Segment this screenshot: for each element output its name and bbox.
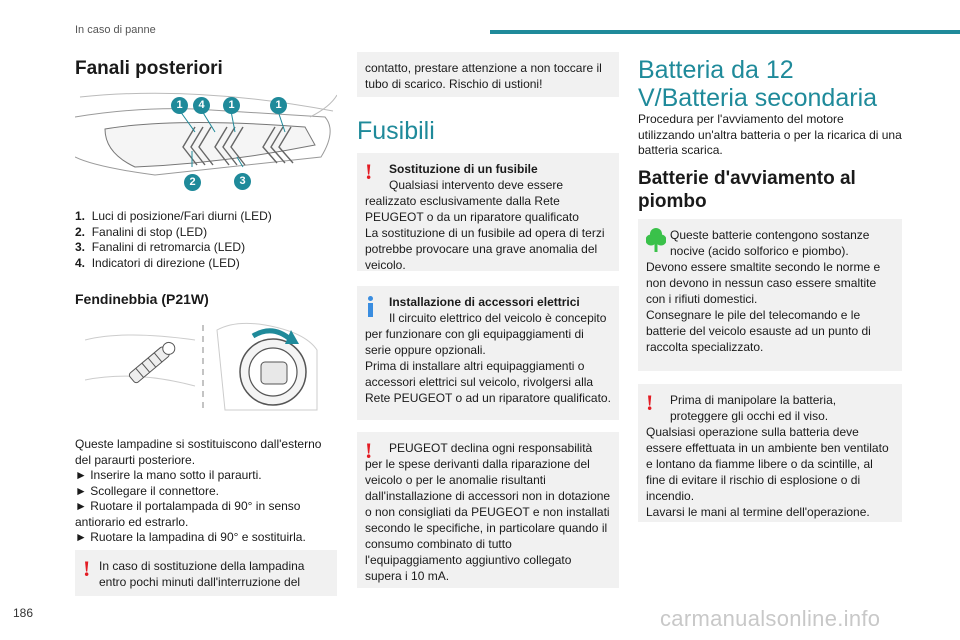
liability-note bbox=[357, 432, 619, 588]
watermark: carmanualsonline.info bbox=[660, 606, 881, 631]
exhaust-warning-cont-text: contatto, prestare attenzione a non toccare il tubo di scarico. Rischio di ustioni! bbox=[365, 61, 602, 91]
lamp-list bbox=[75, 209, 337, 271]
page-number: 186 bbox=[13, 606, 34, 620]
warning-icon: ! bbox=[365, 159, 373, 184]
fog-lamp-illustration bbox=[85, 320, 337, 415]
warning-icon: ! bbox=[83, 556, 91, 581]
eco-note-p3: Consegnare le pile del telecomando e le batterie del veicolo esauste ad un punto di raccolta specializzato. bbox=[646, 308, 871, 354]
fog-instructions bbox=[75, 437, 337, 546]
lamp-item: 2. Fanalini di stop (LED) bbox=[75, 224, 208, 239]
callout-3: 3 bbox=[234, 173, 251, 190]
fuse-replacement-note bbox=[357, 153, 619, 271]
eco-note-p2: Devono essere smaltite secondo le norme e non devono in nessun caso essere smaltite con i rifiuti domestici. bbox=[646, 260, 881, 306]
lamp-item: 4. Indicatori di direzione (LED) bbox=[75, 255, 240, 270]
lamp-item: 1. Luci di posizione/Fari diurni (LED) bbox=[75, 209, 272, 223]
fog-lamp-drawing bbox=[85, 320, 337, 415]
fog-intro: Queste lampadine si sostituiscono dall'esterno del paraurti posteriore. bbox=[75, 437, 322, 467]
warning-icon: ! bbox=[365, 438, 373, 463]
header-accent-bar bbox=[490, 30, 960, 34]
eco-note-p1: Queste batterie contengono sostanze nocive (acido solforico e piombo). bbox=[670, 228, 870, 258]
warn-note-p3: Lavarsi le mani al termine dell'operazione. bbox=[646, 505, 870, 519]
fog-step: ► Ruotare il portalampada di 90° in senso antiorario ed estrarlo. bbox=[75, 499, 301, 529]
callout-2: 2 bbox=[184, 174, 201, 191]
acc-note-p1: Il circuito elettrico del veicolo è concepito per funzionare con gli equipaggiamenti di serie oppure opzionali. bbox=[365, 311, 607, 357]
fog-step: ► Inserire la mano sotto il paraurti. bbox=[75, 468, 262, 482]
callout-1c: 1 bbox=[270, 97, 287, 114]
lamp-item: 3. Fanalini di retromarcia (LED) bbox=[75, 240, 246, 254]
warn-note-p1: Prima di manipolare la batteria, proteggere gli occhi ed il viso. bbox=[670, 393, 837, 423]
fuses-title: Fusibili bbox=[357, 117, 435, 145]
exhaust-warning-text: In caso di sostituzione della lampadina entro pochi minuti dall'interruzione del bbox=[99, 559, 305, 589]
rear-lights-title: Fanali posteriori bbox=[75, 58, 223, 79]
callout-1a: 1 bbox=[171, 97, 188, 114]
info-icon bbox=[367, 296, 373, 318]
exhaust-warning-note bbox=[75, 550, 337, 596]
electrical-accessories-note bbox=[357, 286, 619, 420]
tail-light-illustration bbox=[75, 87, 337, 192]
callout-1b: 1 bbox=[223, 97, 240, 114]
warn-note-p2: Qualsiasi operazione sulla batteria deve essere effettuata in un ambiente ben ventilato e lontano da fiamme libere o da scintille, al fine di evitare il rischio di esplosione o di incendio. bbox=[646, 425, 889, 503]
acc-note-p2: Prima di installare altri equipaggiamenti o accessori elettrici sul veicolo, rivolgersi alla Rete PEUGEOT o ad un riparatore qualificato. bbox=[365, 359, 611, 405]
acc-note-heading: Installazione di accessori elettrici bbox=[389, 295, 580, 309]
callout-4: 4 bbox=[193, 97, 210, 114]
exhaust-warning-continued bbox=[357, 52, 619, 97]
fog-light-title: Fendinebbia (P21W) bbox=[75, 291, 209, 307]
battery-title: Batteria da 12 V/Batteria secondaria bbox=[638, 56, 878, 112]
fuse-note-p1: Qualsiasi intervento deve essere realizzato esclusivamente dalla Rete PEUGEOT o da un riparatore qualificato bbox=[365, 178, 579, 224]
fuse-note-heading: Sostituzione di un fusibile bbox=[389, 162, 538, 176]
running-header: In caso di panne bbox=[75, 24, 156, 36]
fuse-note-p2: La sostituzione di un fusibile ad opera di terzi potrebbe provocare una grave anomalia del veicolo. bbox=[365, 226, 605, 272]
warning-icon: ! bbox=[646, 390, 654, 415]
battery-intro: Procedura per l'avviamento del motore utilizzando un'altra batteria o per la ricarica di una batteria scarica. bbox=[638, 112, 902, 157]
battery-safety-note bbox=[638, 384, 902, 522]
fog-step: ► Scollegare il connettore. bbox=[75, 483, 219, 498]
liability-note-text: PEUGEOT declina ogni responsabilità per le spese derivanti dalla riparazione del veicolo o per le anomalie risultanti dall'installazione di accessori non in dotazione o non consigliati da PEUGEOT e non installati secondo le specifiche, in particolare quando il consumo combinato di tutto l'equipaggiamento aggiuntivo collegato supera i 10 mA. bbox=[365, 441, 611, 583]
recycling-tree-icon bbox=[646, 227, 666, 257]
fog-step: ► Ruotare la lampadina di 90° e sostituirla. bbox=[75, 530, 306, 544]
lead-acid-title: Batterie d'avviamento al piombo bbox=[638, 168, 856, 212]
environment-note bbox=[638, 219, 902, 371]
